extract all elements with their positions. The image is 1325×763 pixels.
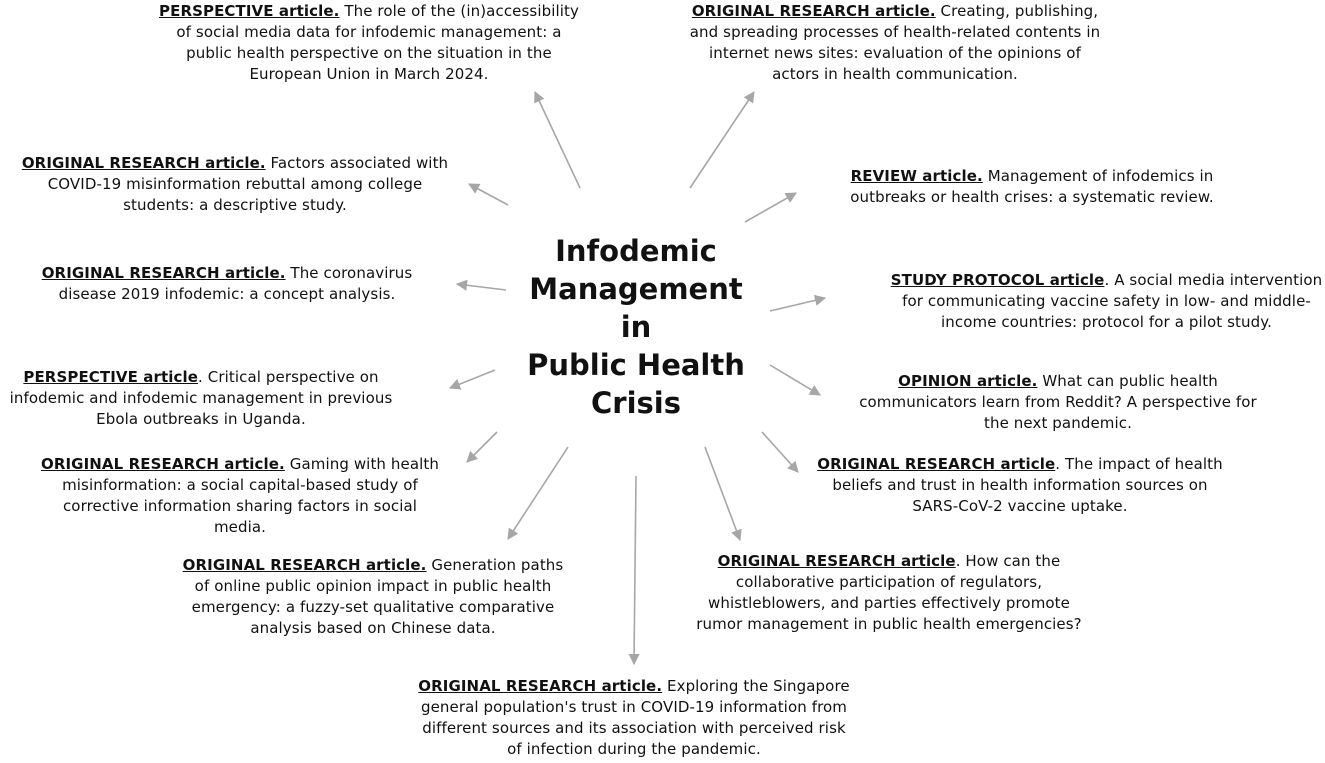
article-title: Generation paths of online public opinion impact in public health emergency: a fuzzy-set qualitative comparative analysis based on Chinese data. xyxy=(191,556,564,637)
article-node xyxy=(845,371,1271,434)
article-node xyxy=(40,263,414,305)
arrow-3 xyxy=(469,184,508,205)
article-title: Exploring the Singapore general population's trust in COVID-19 information from different sources and its association with perceived risk of infection during the pandemic. xyxy=(420,677,850,758)
arrow-11 xyxy=(508,447,568,539)
article-node xyxy=(416,676,852,760)
article-type-label: OPINION article. xyxy=(898,372,1038,390)
article-node xyxy=(836,166,1228,208)
arrow-13 xyxy=(634,476,636,664)
arrow-2 xyxy=(690,92,754,188)
article-title: . How can the collaborative participation of regulators, whistleblowers, and parties effectively promote rumor management in public health emergencies? xyxy=(696,552,1082,633)
article-type-label: STUDY PROTOCOL article xyxy=(890,271,1105,289)
article-title: . Critical perspective on infodemic and infodemic management in previous Ebola outbreaks in Uganda. xyxy=(9,368,393,428)
arrow-7 xyxy=(450,370,495,388)
article-type-label: ORIGINAL RESEARCH article. xyxy=(691,2,936,20)
article-title: The role of the (in)accessibility of social media data for infodemic management: a public health perspective on the situation in the European Union in March 2024. xyxy=(176,2,579,83)
article-node xyxy=(173,555,573,639)
central-topic xyxy=(520,232,752,422)
article-title: Creating, publishing, and spreading processes of health-related contents in internet news sites: evaluation of the opinions of actors in health communication. xyxy=(689,2,1101,83)
central-topic-line: Public Health xyxy=(527,348,745,382)
article-title: Gaming with health misinformation: a social capital-based study of corrective information sharing factors in social media. xyxy=(62,455,439,536)
article-type-label: ORIGINAL RESEARCH article. xyxy=(41,455,285,473)
article-type-label: ORIGINAL RESEARCH article xyxy=(717,552,956,570)
article-type-label: REVIEW article. xyxy=(850,167,983,185)
article-node xyxy=(2,367,400,430)
article-title: . A social media intervention for communicating vaccine safety in low- and middle-income countries: protocol for a pilot study. xyxy=(902,271,1323,331)
article-title: The coronavirus disease 2019 infodemic: a concept analysis. xyxy=(58,264,413,303)
arrow-10 xyxy=(762,432,798,472)
article-node xyxy=(40,454,440,538)
article-node xyxy=(18,153,452,216)
arrow-9 xyxy=(467,432,497,462)
article-title: . The impact of health beliefs and trust in health information sources on SARS-CoV-2 vaccine uptake. xyxy=(832,455,1223,515)
arrow-6 xyxy=(770,298,825,311)
article-type-label: PERSPECTIVE article xyxy=(23,368,199,386)
article-node xyxy=(685,551,1093,635)
article-type-label: ORIGINAL RESEARCH article. xyxy=(41,264,286,282)
article-title: What can public health communicators learn from Reddit? A perspective for the next pandemic. xyxy=(859,372,1257,432)
arrow-5 xyxy=(457,284,506,290)
article-type-label: ORIGINAL RESEARCH article. xyxy=(21,154,266,172)
central-topic-line: in xyxy=(620,310,652,344)
arrow-12 xyxy=(705,447,740,540)
article-type-label: ORIGINAL RESEARCH article xyxy=(817,455,1056,473)
article-node xyxy=(815,454,1225,517)
article-node xyxy=(155,1,583,85)
article-node xyxy=(890,270,1323,333)
article-type-label: ORIGINAL RESEARCH article. xyxy=(418,677,663,695)
article-type-label: ORIGINAL RESEARCH article. xyxy=(182,556,427,574)
central-topic-line: Crisis xyxy=(591,386,681,420)
central-topic-line: Infodemic xyxy=(555,234,717,268)
article-title: Factors associated with COVID-19 misinformation rebuttal among college students: a descriptive study. xyxy=(47,154,449,214)
central-topic-line: Management xyxy=(529,272,743,306)
article-title: Management of infodemics in outbreaks or health crises: a systematic review. xyxy=(850,167,1214,206)
article-type-label: PERSPECTIVE article. xyxy=(159,2,340,20)
article-node xyxy=(686,1,1104,85)
arrow-1 xyxy=(535,92,580,188)
arrow-8 xyxy=(770,365,820,395)
arrow-4 xyxy=(745,193,796,222)
